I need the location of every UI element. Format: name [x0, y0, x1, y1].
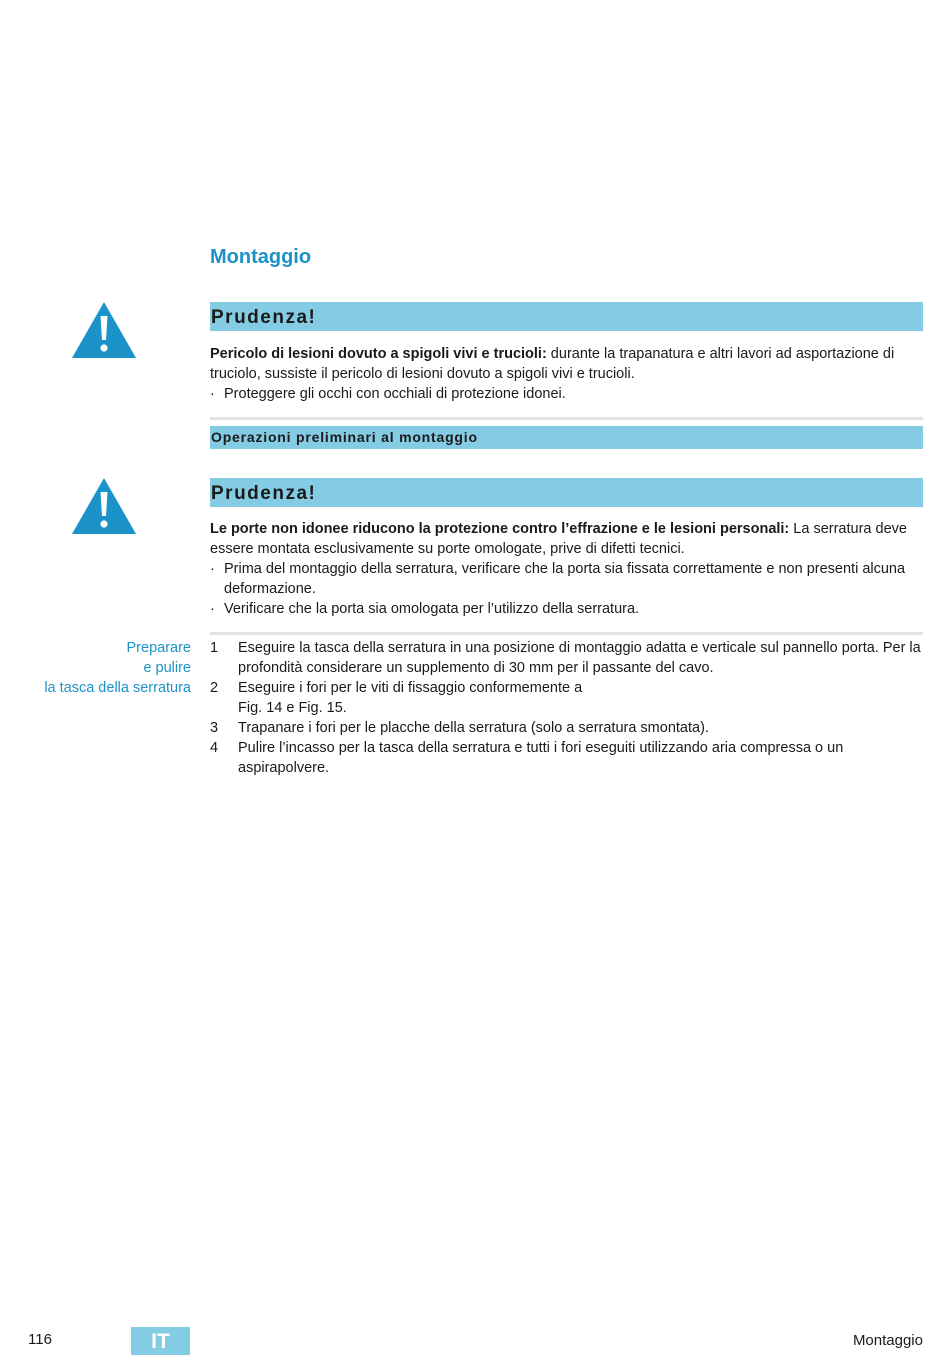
- page-number: 116: [28, 1331, 52, 1348]
- list-item-text: Proteggere gli occhi con occhiali di protezione idonei.: [224, 386, 566, 402]
- steps-list: [210, 638, 925, 778]
- step-item: [210, 738, 925, 778]
- bullet-dot: ·: [210, 601, 215, 617]
- bullet-dot: ·: [210, 561, 215, 577]
- warning-text: [210, 519, 925, 559]
- step-item: [210, 678, 925, 718]
- side-label: [20, 638, 191, 698]
- side-label-line: la tasca della serratura: [44, 680, 191, 696]
- step-number: 4: [210, 740, 219, 756]
- section-heading: Operazioni preliminari al montaggio: [210, 426, 923, 449]
- warning-plain-text: durante la trapanatura e altri lavori ad asportazione di truciolo, sussiste il pericolo di lesioni dovuto a spigoli vivi e trucioli.: [210, 346, 895, 382]
- warning-bold-text: Le porte non idonee riducono la protezione contro l’effrazione e le lesioni personali:: [210, 521, 790, 537]
- divider: [210, 632, 923, 635]
- step-text: Fig. 14 e Fig. 15.: [238, 700, 347, 716]
- warning-body: [210, 344, 925, 404]
- divider: [210, 417, 923, 420]
- warning-triangle-icon: [72, 302, 136, 358]
- warning-body: [210, 519, 925, 619]
- step-text: Pulire l’incasso per la tasca della serratura e tutti i fori eseguiti utilizzando aria compressa o un aspirapolvere.: [238, 740, 844, 776]
- step-text: Trapanare i fori per le placche della serratura (solo a serratura smontata).: [238, 720, 709, 736]
- step-item: [210, 638, 925, 678]
- step-number: 3: [210, 720, 219, 736]
- list-item-text: Verificare che la porta sia omologata per l’utilizzo della serratura.: [224, 601, 640, 617]
- list-item: [210, 384, 925, 404]
- list-item: [210, 559, 925, 599]
- step-number: 1: [210, 640, 219, 656]
- warning-text: [210, 344, 925, 384]
- side-label-line: Preparare: [126, 640, 191, 656]
- step-text: Eseguire i fori per le viti di fissaggio conformemente a: [238, 680, 583, 696]
- warning-heading: Prudenza!: [210, 302, 923, 331]
- warning-bold-text: Pericolo di lesioni dovuto a spigoli vivi e trucioli:: [210, 346, 547, 362]
- page-title: Montaggio: [210, 246, 312, 268]
- side-label-line: e pulire: [143, 660, 191, 676]
- bullet-dot: ·: [210, 386, 215, 402]
- language-badge: IT: [131, 1327, 190, 1355]
- list-item-text: Prima del montaggio della serratura, verificare che la porta sia fissata correttamente e non presenti alcuna deformazione.: [224, 561, 906, 597]
- list-item: [210, 599, 925, 619]
- step-item: [210, 718, 925, 738]
- warning-triangle-icon: [72, 478, 136, 534]
- step-text: Eseguire la tasca della serratura in una posizione di montaggio adatta e verticale sul pannello porta. Per la profondità considerare un supplemento di 30 mm per il passante del cavo.: [238, 640, 921, 676]
- footer-section-title: Montaggio: [852, 1332, 923, 1349]
- warning-heading: Prudenza!: [210, 478, 923, 507]
- step-number: 2: [210, 680, 219, 696]
- warning-plain-text: La serratura deve essere montata esclusivamente su porte omologate, prive di difetti tecnici.: [210, 521, 907, 557]
